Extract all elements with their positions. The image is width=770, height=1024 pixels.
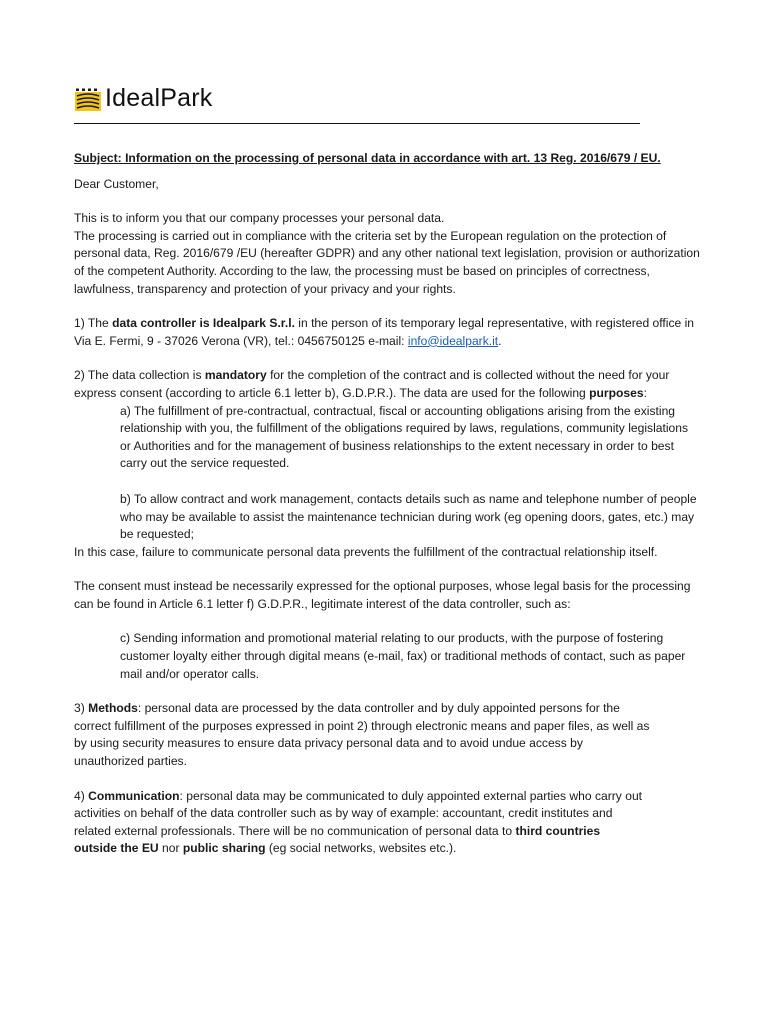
section-1-data-controller: 1) The data controller is Idealpark S.r.l. in the person of its temporary legal representative, with registered office in Via E. Fermi, 9 - 37026 Verona (VR), tel.: 0456750125 e-mail: info@idealpark.it. <box>74 316 695 348</box>
idealpark-logo-icon <box>74 88 102 112</box>
section-3-methods: 3) Methods: personal data are processed by the data controller and by duly appointed persons for the correct fulfillment of the purposes expressed in point 2) through electronic means and paper files, as well as by using security measures to ensure data privacy personal data and to avoid undue access by unauthorized parties. <box>74 701 650 769</box>
failure-notice: In this case, failure to communicate personal data prevents the fulfillment of the contractual relationship itself. <box>74 544 658 559</box>
purpose-item-b: b) To allow contract and work management, contacts details such as name and telephone number of people who may be available to assist the maintenance technician during work (eg opening doors, gates, etc.) may be requested; <box>120 491 697 542</box>
consent-paragraph: The consent must instead be necessarily expressed for the optional purposes, whose legal basis for the processing can be found in Article 6.1 letter f) G.D.P.R., legitimate interest of the data controller, such as: <box>74 579 691 611</box>
purpose-item-c: c) Sending information and promotional material relating to our products, with the purpose of fostering customer loyalty either through digital means (e-mail, fax) or traditional methods of contact, such as paper mail and/or operator calls. <box>120 631 686 681</box>
letter-subject: Subject: Information on the processing of personal data in accordance with art. 13 Reg. 2016/679 / EU. <box>74 151 661 165</box>
section-4-communication: 4) Communication: personal data may be communicated to duly appointed external parties who carry out activities on behalf of the data controller such as by way of example: accountant, credit institutes and related external professionals. There will be no communication of personal data to third countries outside the EU nor public sharing (eg social networks, websites etc.). <box>74 788 643 856</box>
document-page <box>74 82 700 858</box>
greeting: Dear Customer, <box>74 176 159 191</box>
intro-paragraph: This is to inform you that our company processes your personal data. The processing is carried out in compliance with the criteria set by the European regulation on the protection of personal data, Reg. 2016/679 /EU (hereafter GDPR) and any other national text legislation, provision or authorization of the competent Authority. According to the law, the processing must be based on principles of correctness, lawfulness, transparency and protection of your privacy and your rights. <box>74 211 700 296</box>
company-logo <box>74 82 700 114</box>
purpose-item-a: a) The fulfillment of pre-contractual, contractual, fiscal or accounting obligations arising from the existing relationship with you, the fulfillment of the obligations required by laws, regulations, community legislations or Authorities and for the management of business relationships to the extent necessary in order to best carry out the service requested. <box>120 403 689 471</box>
contact-email-link[interactable]: info@idealpark.it <box>407 333 499 348</box>
logo-text: IdealPark <box>105 84 213 112</box>
section-2-data-collection: 2) The data collection is mandatory for the completion of the contract and is collected without the need for your express consent (according to article 6.1 letter b), G.D.P.R.). The data are used for the following purposes: <box>74 368 670 400</box>
header-divider <box>74 123 640 124</box>
